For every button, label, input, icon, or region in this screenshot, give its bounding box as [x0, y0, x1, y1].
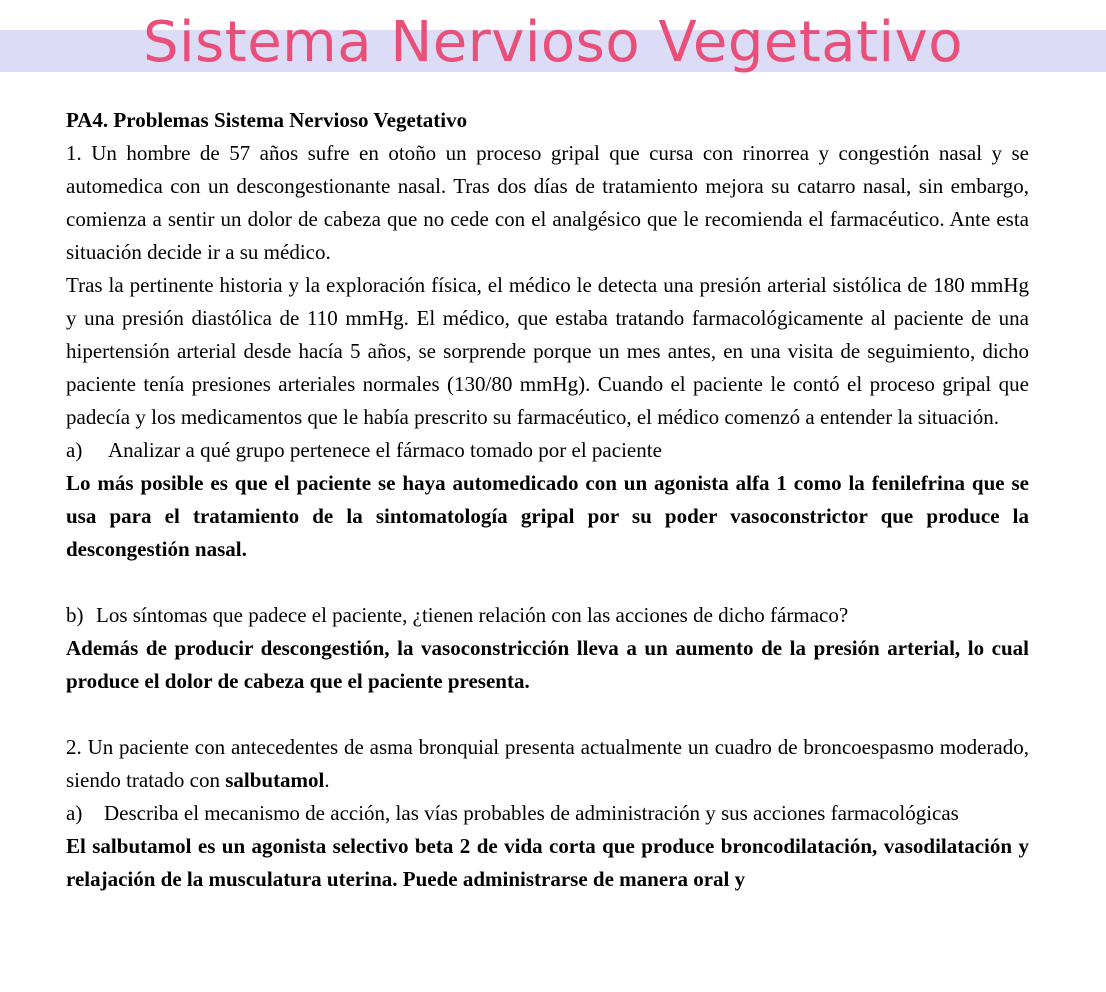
problem-2-answer-a: El salbutamol es un agonista selectivo beta 2 de vida corta que produce broncodilatación, vasodilatación y relajación de la musculatura uterina. Puede administrarse de manera oral y: [66, 834, 1029, 891]
problem-1-history: Tras la pertinente historia y la exploración física, el médico le detecta una presión arterial sistólica de 180 mmHg y una presión diastólica de 110 mmHg. El médico, que estaba tratando farmacológicamente al paciente de una hipertensión arterial desde hacía 5 años, se sorprende porque un mes antes, en una visita de seguimiento, dicho paciente tenía presiones arteriales normales (130/80 mmHg). Cuando el paciente le contó el proceso gripal que padecía y los medicamentos que le había prescrito su farmacéutico, el médico comenzó a entender la situación.: [66, 273, 1029, 429]
problem-1-answer-a: Lo más posible es que el paciente se haya automedicado con un agonista alfa 1 como la fenilefrina que se usa para el tratamiento de la sintomatología gripal por su poder vasoconstrictor que produce la descongestión nasal.: [66, 471, 1029, 561]
intro-text: 2. Un paciente con antecedentes de asma bronquial presenta actualmente un cuadro de broncoespasmo moderado, siendo tratado con: [66, 735, 1029, 792]
problem-1-intro: 1. Un hombre de 57 años sufre en otoño un proceso gripal que cursa con rinorrea y congestión nasal y se automedica con un descongestionante nasal. Tras dos días de tratamiento mejora su catarro nasal, sin embargo, comienza a sentir un dolor de cabeza que no cede con el analgésico que le recomienda el farmacéutico. Ante esta situación decide ir a su médico.: [66, 141, 1029, 264]
problem-1-answer-b: Además de producir descongestión, la vasoconstricción lleva a un aumento de la presión arterial, lo cual produce el dolor de cabeza que el paciente presenta.: [66, 636, 1029, 693]
problem-1-question-a: [66, 434, 1029, 467]
list-marker: a): [66, 438, 83, 462]
document-title: Sistema Nervioso Vegetativo: [142, 10, 964, 75]
drug-name: salbutamol: [225, 768, 325, 792]
problem-2-question-a: [66, 797, 1029, 830]
question-text: Los síntomas que padece el paciente, ¿tienen relación con las acciones de dicho fármaco?: [96, 603, 849, 627]
spacer: [66, 566, 1029, 599]
problem-1-question-b: [66, 599, 1029, 632]
question-text: Analizar a qué grupo pertenece el fármaco tomado por el paciente: [108, 438, 662, 462]
section-heading: PA4. Problemas Sistema Nervioso Vegetativo: [66, 108, 468, 132]
problem-2-intro: [66, 731, 1029, 797]
intro-end: .: [324, 768, 330, 792]
question-text: Describa el mecanismo de acción, las vías probables de administración y sus acciones farmacológicas: [104, 801, 959, 825]
document-body: [66, 104, 1029, 896]
spacer: [66, 698, 1029, 731]
list-marker: b): [66, 603, 84, 627]
list-marker: a): [66, 801, 83, 825]
